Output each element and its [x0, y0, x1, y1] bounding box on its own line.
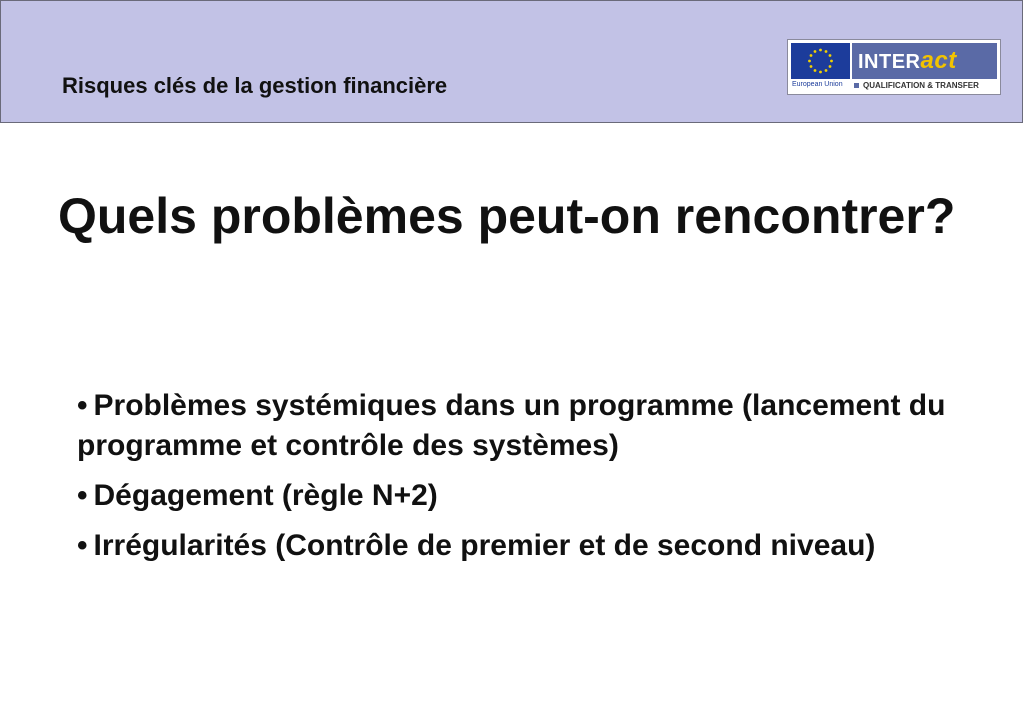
- bullet-item: [77, 476, 977, 516]
- logo-wordmark: [858, 46, 957, 77]
- bullet-icon: •: [77, 479, 88, 512]
- logo-act-text: act: [920, 47, 957, 74]
- interact-logo: [787, 39, 1001, 95]
- header-band: [0, 0, 1023, 123]
- bullet-list: [77, 386, 977, 576]
- bullet-icon: •: [77, 389, 88, 422]
- bullet-text: Dégagement (règle N+2): [93, 479, 438, 512]
- square-bullet-icon: [854, 83, 859, 88]
- logo-tagline-text: QUALIFICATION & TRANSFER: [863, 81, 979, 90]
- eu-flag-icon: [791, 43, 850, 79]
- header-title: Risques clés de la gestion financière: [62, 73, 448, 98]
- bullet-item: [77, 526, 977, 566]
- slide-title: Quels problèmes peut-on rencontrer?: [58, 188, 956, 244]
- logo-wordmark-bar: [852, 43, 997, 79]
- logo-inter-text: INTER: [858, 51, 921, 73]
- bullet-icon: •: [77, 529, 88, 562]
- bullet-item: [77, 386, 977, 466]
- logo-tagline: [854, 81, 979, 90]
- eu-label: European Union: [792, 81, 843, 88]
- bullet-text: Irrégularités (Contrôle de premier et de second niveau): [93, 529, 876, 562]
- bullet-text: Problèmes systémiques dans un programme (lancement du programme et contrôle des systèmes): [77, 389, 946, 462]
